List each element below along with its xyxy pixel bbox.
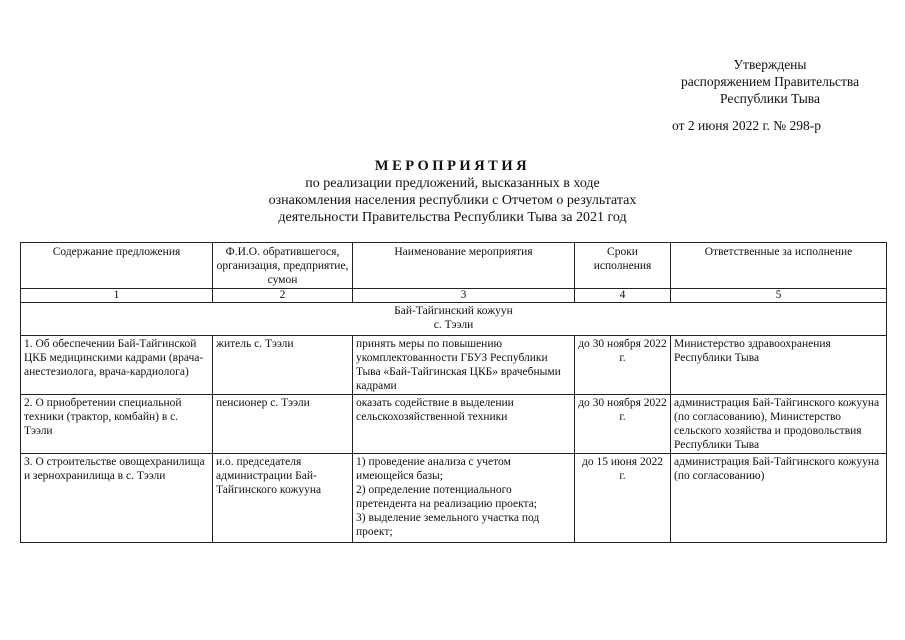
region-village: с. Тээли	[433, 319, 474, 331]
measure-cell: принять меры по повышению укомплектованности ГБУЗ Республики Тыва «Бай-Тайгинская ЦКБ» врачебными кадрами	[353, 336, 575, 395]
column-header: Содержание предложения	[21, 243, 213, 289]
responsible-cell: администрация Бай-Тайгинского кожууна (по согласованию)	[671, 454, 887, 543]
measure-step: 1) проведение анализа с учетом имеющейся базы;	[356, 456, 511, 482]
approval-line: Республики Тыва	[720, 91, 820, 106]
column-number: 4	[575, 289, 671, 303]
approval-date: от 2 июня 2022 г. № 298-р	[672, 118, 821, 133]
deadline-cell: до 30 ноября 2022 г.	[575, 395, 671, 454]
column-number: 1	[21, 289, 213, 303]
column-number-row	[21, 289, 887, 303]
measure-step: 3) выделение земельного участка под проект;	[356, 512, 540, 538]
responsible-cell: Министерство здравоохранения Республики Тыва	[671, 336, 887, 395]
table-row	[21, 395, 887, 454]
title-line: ознакомления населения республики с Отчетом о результатах	[268, 193, 637, 208]
proposal-cell: 1. Об обеспечении Бай-Тайгинской ЦКБ медицинскими кадрами (врача-анестезиолога, врача-кардиолога)	[21, 336, 213, 395]
column-header: Сроки исполнения	[575, 243, 671, 289]
applicant-cell: и.о. председателя администрации Бай-Тайгинского кожууна	[213, 454, 353, 543]
approval-block	[650, 56, 890, 134]
column-number: 5	[671, 289, 887, 303]
column-header: Ответственные за исполнение	[671, 243, 887, 289]
deadline-cell: до 30 ноября 2022 г.	[575, 336, 671, 395]
title-heading: МЕРОПРИЯТИЯ	[374, 158, 531, 174]
measure-cell: оказать содействие в выделении сельскохозяйственной техники	[353, 395, 575, 454]
applicant-cell: житель с. Тээли	[213, 336, 353, 395]
region-kozhuun: Бай-Тайгинский кожуун	[394, 305, 513, 317]
column-number: 2	[213, 289, 353, 303]
title-line: по реализации предложений, высказанных в ходе	[305, 176, 600, 191]
applicant-cell: пенсионер с. Тээли	[213, 395, 353, 454]
document-title	[0, 158, 905, 226]
table-row	[21, 454, 887, 543]
measures-table	[20, 242, 887, 543]
region-row	[21, 303, 887, 336]
measure-cell	[353, 454, 575, 543]
proposal-cell: 3. О строительстве овощехранилища и зернохранилища в с. Тээли	[21, 454, 213, 543]
measure-step: 2) определение потенциального претендента на реализацию проекта;	[356, 484, 537, 510]
column-number: 3	[353, 289, 575, 303]
column-header: Наименование мероприятия	[353, 243, 575, 289]
approval-line: Утверждены	[733, 57, 807, 72]
title-line: деятельности Правительства Республики Тыва за 2021 год	[278, 210, 627, 225]
table-header-row	[21, 243, 887, 289]
table-row	[21, 336, 887, 395]
approval-line: распоряжением Правительства	[680, 74, 860, 89]
region-cell	[21, 303, 887, 336]
responsible-cell: администрация Бай-Тайгинского кожууна (по согласованию), Министерство сельского хозяйства и продовольствия Республики Тыва	[671, 395, 887, 454]
proposal-cell: 2. О приобретении специальной техники (трактор, комбайн) в с. Тээли	[21, 395, 213, 454]
deadline-cell: до 15 июня 2022 г.	[575, 454, 671, 543]
column-header: Ф.И.О. обратившегося, организация, предприятие, сумон	[213, 243, 353, 289]
